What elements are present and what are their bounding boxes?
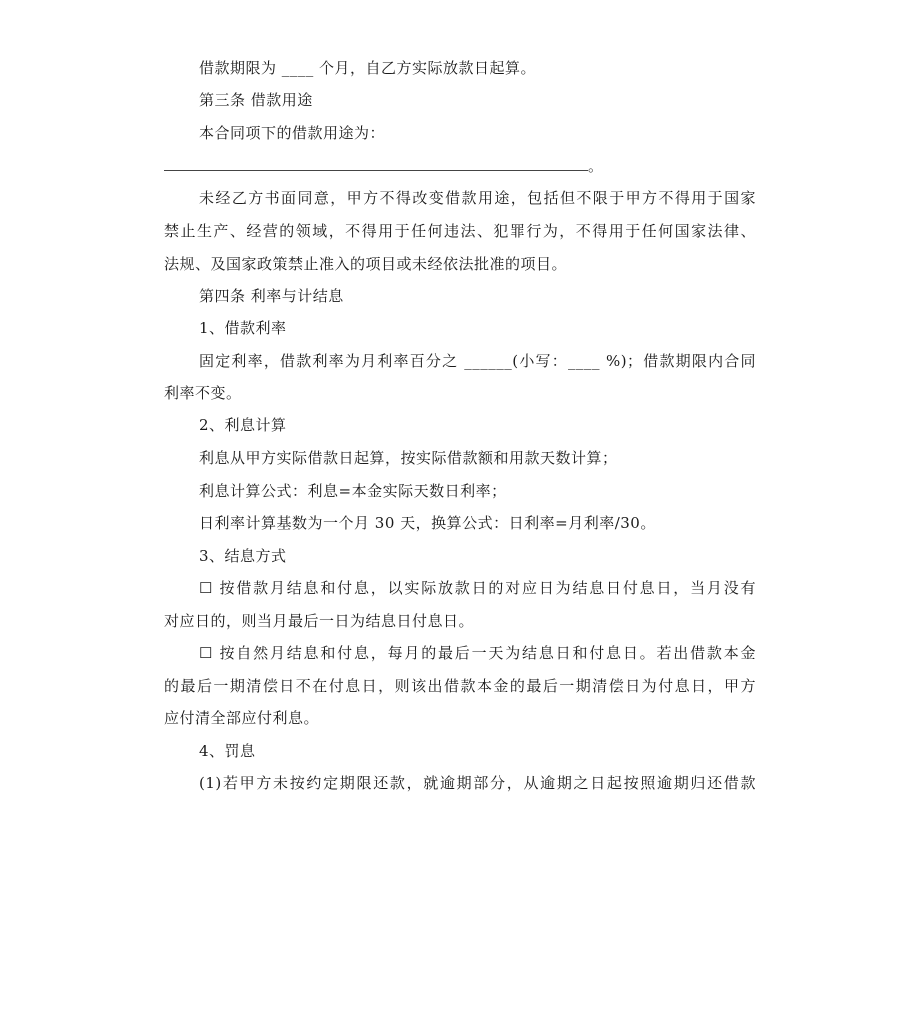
interest-start-line: 利息从甲方实际借款日起算，按实际借款额和用款天数计算； — [199, 449, 618, 467]
section-settlement-heading: 3、结息方式 — [199, 547, 287, 565]
penalty-clause-1: (1)若甲方未按约定期限还款，就逾期部分，从逾期之日起按照逾期归还借款 — [199, 774, 756, 792]
fixed-rate-line-2: 利率不变。 — [164, 384, 242, 402]
option-monthly-settlement-2: 对应日的，则当月最后一日为结息日付息日。 — [164, 612, 475, 630]
daily-rate-line: 日利率计算基数为一个月 30 天，换算公式：日利率=月利率/30。 — [199, 514, 656, 532]
section-interest-calc-heading: 2、利息计算 — [199, 416, 287, 434]
purpose-restriction-p3: 法规、及国家政策禁止准入的项目或未经依法批准的项目。 — [164, 255, 568, 273]
loan-purpose-blank-line — [164, 156, 756, 176]
article-3-heading: 第三条 借款用途 — [199, 91, 313, 109]
purpose-fill-blank — [164, 156, 588, 171]
purpose-restriction-p1: 未经乙方书面同意，甲方不得改变借款用途，包括但不限于甲方不得用于国家 — [199, 189, 756, 207]
article-4-heading: 第四条 利率与计结息 — [199, 287, 344, 305]
interest-formula-line: 利息计算公式：利息=本金实际天数日利率； — [199, 482, 507, 500]
option-natural-month-3: 应付清全部应付利息。 — [164, 709, 320, 727]
option-monthly-settlement-1: ☐ 按借款月结息和付息，以实际放款日的对应日为结息日付息日，当月没有 — [199, 579, 756, 597]
purpose-end-period: 。 — [588, 157, 604, 175]
loan-purpose-intro: 本合同项下的借款用途为： — [199, 124, 386, 142]
fixed-rate-line-1: 固定利率，借款利率为月利率百分之 ______(小写：____ %)；借款期限内合同 — [199, 352, 756, 370]
loan-term-line: 借款期限为 ____ 个月，自乙方实际放款日起算。 — [199, 59, 537, 77]
option-natural-month-2: 的最后一期清偿日不在付息日，则该出借款本金的最后一期清偿日为付息日，甲方 — [164, 677, 756, 695]
option-natural-month-1: ☐ 按自然月结息和付息，每月的最后一天为结息日和付息日。若出借款本金 — [199, 644, 756, 662]
section-penalty-heading: 4、罚息 — [199, 742, 256, 760]
purpose-restriction-p2: 禁止生产、经营的领域，不得用于任何违法、犯罪行为，不得用于任何国家法律、 — [164, 222, 756, 240]
section-interest-rate-heading: 1、借款利率 — [199, 319, 287, 337]
